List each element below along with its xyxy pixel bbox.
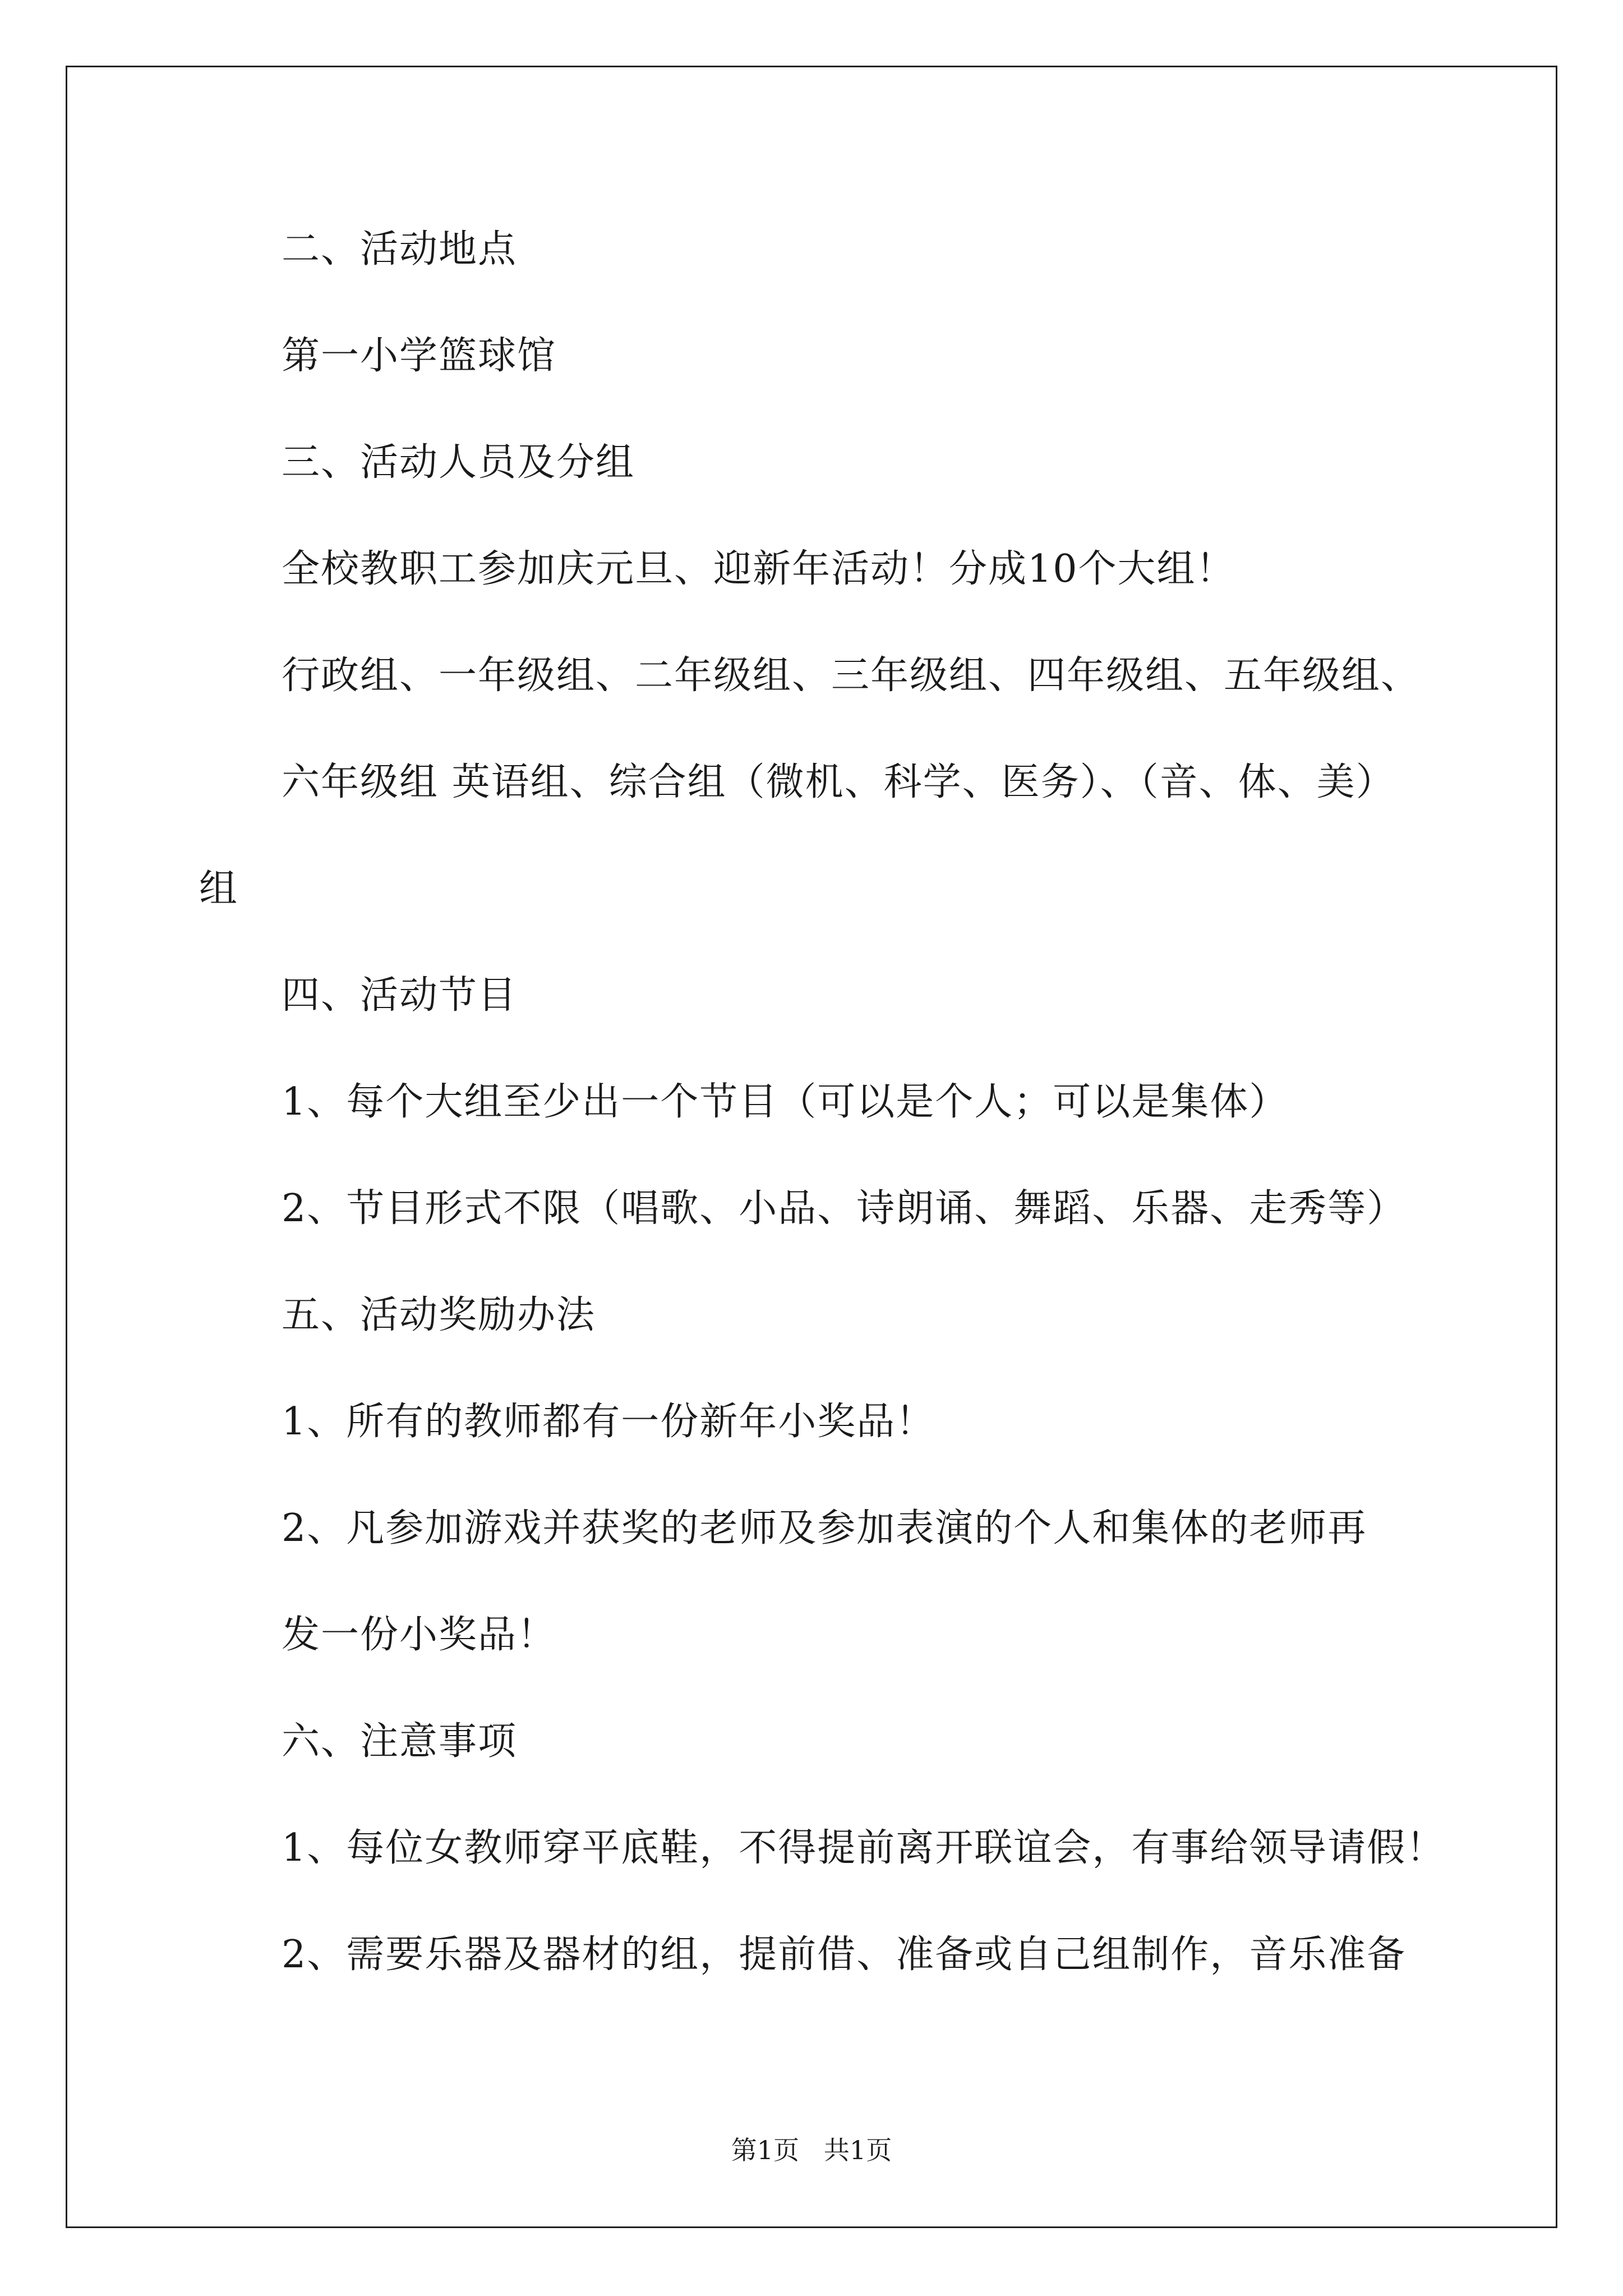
list-item-rewards-2-line-2: 发一份小奖品！ xyxy=(282,1613,557,1657)
list-item-program-2: 2、节目形式不限（唱歌、小品、诗朗诵、舞蹈、乐器、走秀等） xyxy=(282,1186,1407,1231)
page-border xyxy=(66,66,1557,2228)
section-heading-participants: 三、活动人员及分组 xyxy=(282,440,635,485)
list-item-notes-2: 2、需要乐器及器材的组，提前借、准备或自己组制作，音乐准备 xyxy=(282,1932,1407,1977)
list-item-program-1: 1、每个大组至少出一个节目（可以是个人；可以是集体） xyxy=(282,1080,1289,1124)
list-item-notes-1: 1、每位女教师穿平底鞋，不得提前离开联谊会，有事给领导请假！ xyxy=(282,1826,1446,1870)
paragraph-groups-line-2: 六年级组 英语组、综合组（微机、科学、医务）、（音、体、美） xyxy=(282,760,1395,804)
list-item-rewards-1: 1、所有的教师都有一份新年小奖品！ xyxy=(282,1400,935,1444)
section-heading-notes: 六、注意事项 xyxy=(282,1719,518,1764)
paragraph-groups-line-1: 行政组、一年级组、二年级组、三年级组、四年级组、五年级组、 xyxy=(282,654,1421,698)
section-heading-location: 二、活动地点 xyxy=(282,227,518,272)
paragraph-groups-line-3: 组 xyxy=(199,867,239,911)
section-heading-rewards: 五、活动奖励办法 xyxy=(282,1293,596,1337)
page-footer: 第1页 共1页 xyxy=(731,2135,892,2165)
section-heading-program: 四、活动节目 xyxy=(282,973,518,1018)
paragraph-location: 第一小学篮球馆 xyxy=(282,334,557,378)
paragraph-participants: 全校教职工参加庆元旦、迎新年活动！分成10个大组！ xyxy=(282,547,1235,591)
list-item-rewards-2-line-1: 2、凡参加游戏并获奖的老师及参加表演的个人和集体的老师再 xyxy=(282,1506,1367,1550)
